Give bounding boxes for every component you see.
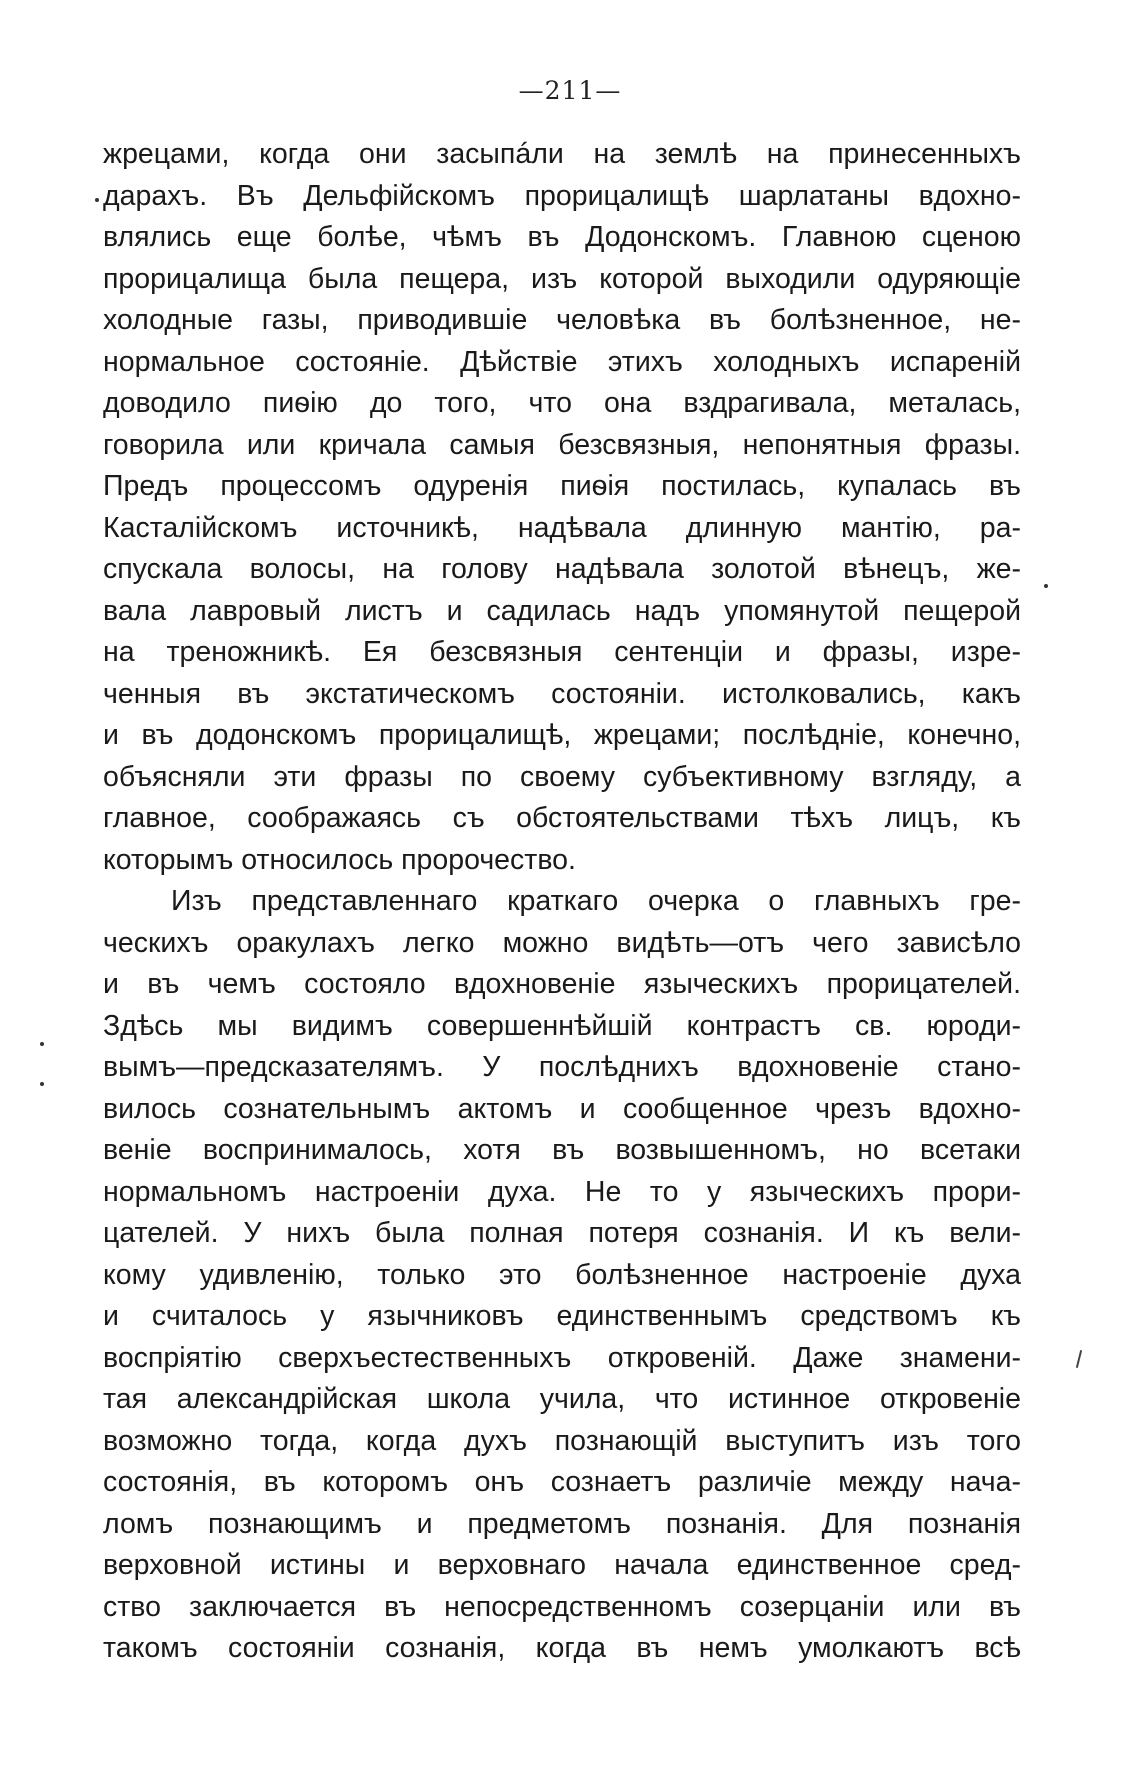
text-line: вала лавровый листъ и садилась надъ упомянутой пещерой [103,594,1021,627]
text-line: прорицалища была пещера, изъ которой выходили одуряющіе [103,262,1021,295]
text-line: верховной истины и верховнаго начала единственное сред- [103,1549,1021,1581]
text-line: воспріятію сверхъестественныхъ откровеній. Даже знамени- [103,1341,1021,1374]
scan-speck [95,198,99,202]
text-line: вымъ—предсказателямъ. У послѣднихъ вдохновеніе стано- [103,1051,1021,1083]
text-line: на треножникѣ. Ея безсвязныя сентенціи и фразы, изре- [103,636,1021,668]
body-text [103,134,1021,1670]
text-line: дарахъ. Въ Дельфійскомъ прорицалищѣ шарлатаны вдохно- [103,179,1021,212]
text-line: ченныя въ экстатическомъ состояніи. истолковались, какъ [103,677,1021,710]
text-line: жрецами, когда они засыпáли на землѣ на принесенныхъ [103,138,1021,170]
text-line: Касталійскомъ источникѣ, надѣвала длинную мантію, ра- [103,511,1021,544]
text-line: ческихъ оракулахъ легко можно видѣть—отъ чего зависѣло [103,926,1021,959]
scan-speck [1044,584,1048,588]
text-line: которымъ относилось пророчество. [103,843,576,876]
text-line: нормальное состояніе. Дѣйствіе этихъ холодныхъ испареній [103,345,1021,378]
paragraph-first-line: Изъ представленнаго краткаго очерка о главныхъ гре- [171,885,1021,917]
text-line: возможно тогда, когда духъ познающій выступитъ изъ того [103,1424,1021,1457]
text-line: ломъ познающимъ и предметомъ познанія. Для познанія [103,1507,1021,1540]
page-number: —211— [518,76,622,105]
text-line: объясняли эти фразы по своему субъективному взгляду, а [103,760,1021,793]
scan-mark [1076,1350,1082,1368]
text-line: и въ чемъ состояло вдохновеніе языческихъ прорицателей. [103,968,1021,1000]
scan-speck [40,1082,44,1086]
text-line: говорила или кричала самыя безсвязныя, непонятныя фразы. [103,428,1021,461]
text-line: вилось сознательнымъ актомъ и сообщенное чрезъ вдохно- [103,1092,1021,1125]
text-line: кому удивленію, только это болѣзненное настроеніе духа [103,1258,1021,1291]
scan-speck [40,1042,44,1046]
text-line: холодные газы, приводившіе человѣка въ болѣзненное, не- [103,304,1021,336]
text-line: влялись еще болѣе, чѣмъ въ Додонскомъ. Главною сценою [103,221,1021,253]
text-line: Здѣсь мы видимъ совершеннѣйшій контрастъ св. юроди- [103,1009,1021,1042]
text-line: цателей. У нихъ была полная потеря сознанія. И къ вели- [103,1217,1021,1249]
text-line: спускала волосы, на голову надѣвала золотой вѣнецъ, же- [103,553,1021,585]
text-line: тая александрійская школа учила, что истинное откровеніе [103,1383,1021,1415]
text-line: Предъ процессомъ одуренія пиѳія постилась, купалась въ [103,470,1021,502]
text-line: доводило пиѳію до того, что она вздрагивала, металась, [103,387,1021,419]
text-line: веніе воспринималось, хотя въ возвышенномъ, но всетаки [103,1134,1021,1166]
text-line: и считалось у язычниковъ единственнымъ средствомъ къ [103,1300,1021,1332]
text-line: и въ додонскомъ прорицалищѣ, жрецами; послѣдніе, конечно, [103,719,1021,751]
text-line: нормальномъ настроеніи духа. Не то у языческихъ прори- [103,1175,1021,1208]
text-line: такомъ состояніи сознанія, когда въ немъ умолкаютъ всѣ [103,1632,1021,1664]
text-line: ство заключается въ непосредственномъ созерцаніи или въ [103,1590,1021,1623]
text-line: состоянія, въ которомъ онъ сознаетъ различіе между нача- [103,1466,1021,1498]
text-line: главное, соображаясь съ обстоятельствами тѣхъ лицъ, къ [103,802,1021,834]
